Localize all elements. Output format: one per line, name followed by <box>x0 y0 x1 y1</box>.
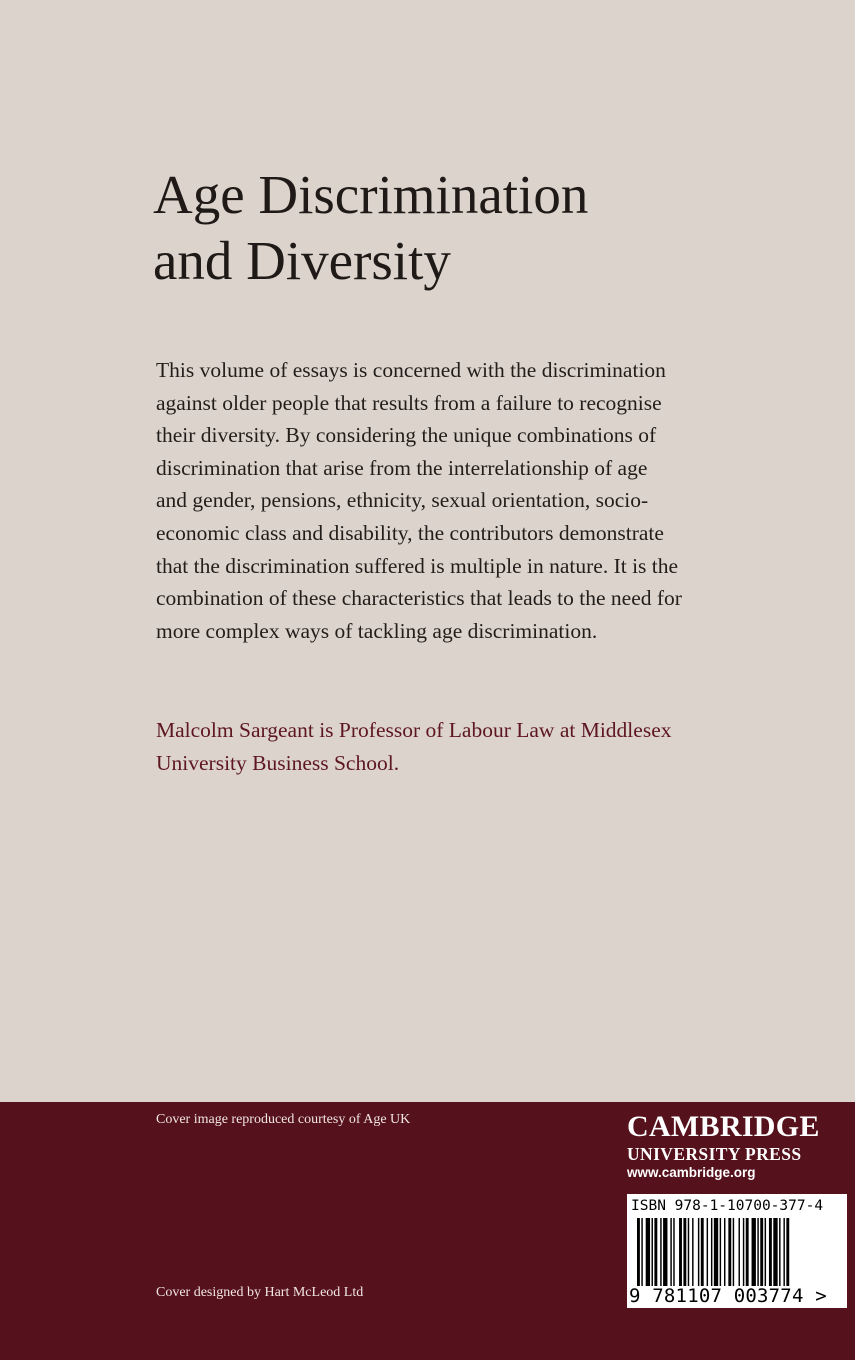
barcode-bar <box>724 1218 725 1286</box>
barcode-bar <box>746 1218 749 1286</box>
author-bio <box>156 714 756 779</box>
description-line: economic class and disability, the contributors demonstrate <box>156 520 664 545</box>
barcode-bar <box>683 1218 686 1286</box>
publisher-logo <box>627 1110 849 1182</box>
barcode-bar <box>646 1218 650 1286</box>
barcode-bar <box>663 1218 667 1286</box>
footer-band <box>0 1102 855 1360</box>
barcode-bar <box>673 1218 674 1286</box>
barcode-bar <box>692 1218 693 1286</box>
barcode-bar <box>637 1218 640 1286</box>
author-bio-line: Malcolm Sargeant is Professor of Labour Law at Middlesex <box>156 718 672 742</box>
author-bio-line: University Business School. <box>156 750 400 775</box>
description-line: that the discrimination suffered is multiple in nature. It is the <box>156 553 679 578</box>
barcode-bar <box>769 1218 772 1286</box>
description-line: discrimination that arise from the interrelationship of age <box>156 455 648 480</box>
barcode-bar <box>773 1218 777 1286</box>
barcode-bar <box>783 1218 784 1286</box>
description-line: more complex ways of tackling age discrimination. <box>156 618 598 643</box>
barcode-bar <box>701 1218 704 1286</box>
publisher-name: CAMBRIDGE <box>627 1110 820 1143</box>
barcode-bar <box>765 1218 766 1286</box>
barcode-bar <box>711 1218 712 1286</box>
isbn-label: ISBN 978-1-10700-377-4 <box>631 1198 824 1214</box>
barcode-bar <box>757 1218 758 1286</box>
cover-image-credit: Cover image reproduced courtesy of Age UK <box>156 1112 411 1127</box>
description-line: and gender, pensions, ethnicity, sexual orientation, socio- <box>156 488 649 513</box>
publisher-subname: UNIVERSITY PRESS <box>627 1144 802 1164</box>
description-line: their diversity. By considering the unique combinations of <box>156 423 657 448</box>
isbn-barcode <box>627 1194 847 1308</box>
cover-design-credit: Cover designed by Hart McLeod Ltd <box>156 1285 364 1300</box>
barcode-bar <box>752 1218 756 1286</box>
barcode-bar <box>733 1218 734 1286</box>
barcode-bar <box>743 1218 744 1286</box>
barcode-bar <box>720 1218 721 1286</box>
barcode-bar <box>728 1218 731 1286</box>
barcode-bar <box>698 1218 699 1286</box>
publisher-url: www.cambridge.org <box>627 1165 756 1180</box>
barcode-bar <box>714 1218 718 1286</box>
barcode-bar <box>641 1218 642 1286</box>
barcode-bar <box>739 1218 740 1286</box>
barcode-bar <box>652 1218 653 1286</box>
barcode-bar <box>760 1218 763 1286</box>
barcode-bar <box>670 1218 671 1286</box>
barcode-bar <box>679 1218 682 1286</box>
description-line: against older people that results from a failure to recognise <box>156 390 662 415</box>
barcode-bar <box>779 1218 780 1286</box>
description-line: This volume of essays is concerned with the discrimination <box>156 358 666 382</box>
barcode-bar <box>688 1218 689 1286</box>
book-title-line: Age Discrimination <box>153 164 589 225</box>
barcode-bar <box>654 1218 657 1286</box>
barcode-bar <box>786 1218 789 1286</box>
barcode-bar <box>660 1218 661 1286</box>
book-description <box>156 354 756 647</box>
book-title-line: and Diversity <box>153 230 451 291</box>
barcode-bars <box>637 1218 837 1286</box>
barcode-bar <box>707 1218 708 1286</box>
book-title <box>153 162 773 294</box>
barcode-digits: 9 781107 003774 > <box>629 1285 827 1307</box>
description-line: combination of these characteristics that leads to the need for <box>156 586 682 611</box>
